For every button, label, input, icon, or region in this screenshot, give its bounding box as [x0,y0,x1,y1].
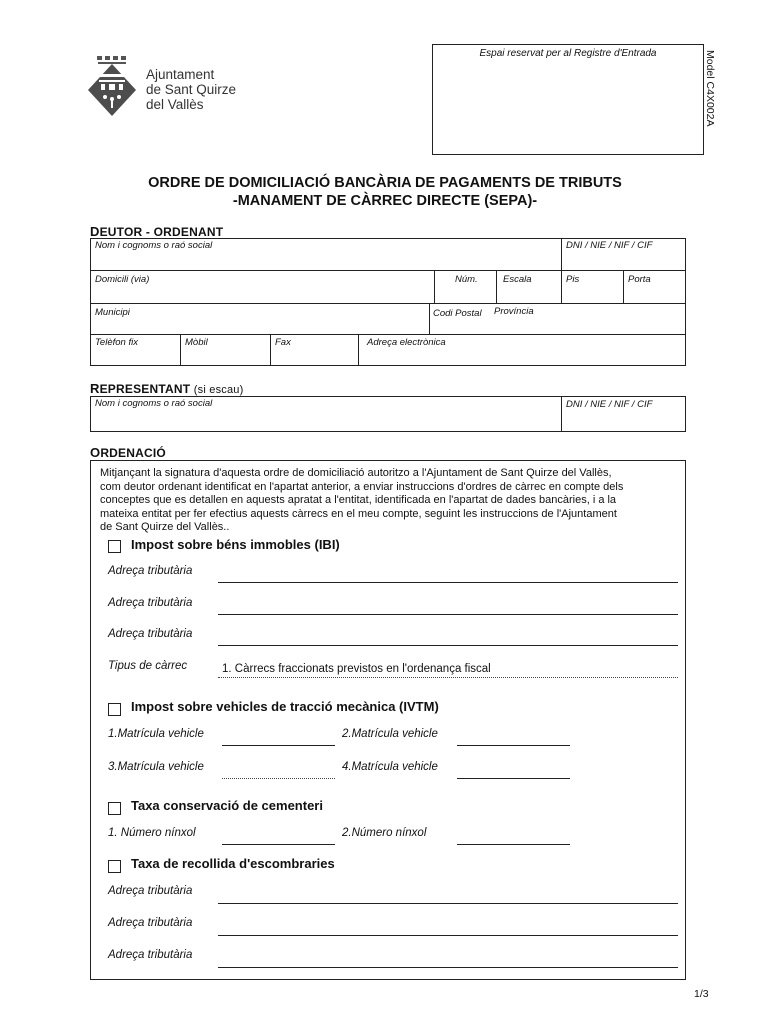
rep-dni-field[interactable] [561,397,687,431]
deutor-form [90,238,686,366]
logo-line-2: de Sant Quirze [146,82,237,97]
escombraries-address-label-2: Adreça tributària [108,917,193,929]
model-code-text: Model C4X002A [704,50,716,127]
municipi-field[interactable] [91,304,429,334]
cementeri-title: Taxa conservació de cementeri [131,798,323,813]
provincia-field[interactable] [491,304,687,334]
ordenacio-heading: ORDENACIÓ [90,445,166,460]
rep-name-label: Nom i cognoms o raó social [95,398,213,409]
ibi-title: Impost sobre béns immobles (IBI) [131,537,340,552]
ibi-tipus-value[interactable]: 1. Càrrecs fraccionats previstos en l'ordenança fiscal [222,663,491,675]
authorization-text [100,467,680,535]
telefon-field[interactable] [91,335,180,365]
telefon-label: Telèfon fix [95,337,138,348]
name-label: Nom i cognoms o raó social [95,240,213,251]
escombraries-checkbox[interactable] [108,860,121,873]
niche-input-1[interactable] [222,844,335,845]
ibi-address-input-3[interactable] [218,645,678,646]
ivtm-plate-input-1[interactable] [222,745,335,746]
authorization-line-4: mateixa entitat per fer efectius aquests càrrecs en el meu compte, seguint les instruccions de l'Ajuntament [100,507,617,520]
authorization-line-1: Mitjançant la signatura d'aquesta ordre de domiciliació autoritzo a l'Ajuntament de Sant Quirze del Vallès, [100,467,612,479]
registry-label: Espai reservat per al Registre d'Entrada [479,48,657,59]
mobil-label: Mòbil [185,337,208,348]
escombraries-address-label-3: Adreça tributària [108,949,193,961]
niche-input-2[interactable] [457,844,570,845]
ivtm-title: Impost sobre vehicles de tracció mecànica (IVTM) [131,699,439,714]
ibi-tipus-label: Tipus de càrrec [108,660,188,672]
mobil-field[interactable] [180,335,270,365]
ivtm-plate-label-3: 3.Matrícula vehicle [108,761,204,773]
niche-label-2: 2.Número nínxol [342,827,427,839]
deutor-row-municipi [91,303,685,334]
ibi-address-label-2: Adreça tributària [108,597,193,609]
codi-postal-field[interactable] [429,304,491,334]
ibi-address-label-3: Adreça tributària [108,628,193,640]
cementeri-checkbox[interactable] [108,802,121,815]
codi-postal-label: Codi Postal [433,308,482,319]
ibi-address-input-1[interactable] [218,582,678,583]
rep-name-field[interactable] [91,397,561,431]
logo-wordmark [146,67,236,112]
authorization-line-3: conceptes que es detallen en aquests apratat a l'entitat, identificada en l'apartat de dades bancàries, i a la [100,494,617,506]
escombraries-address-input-1[interactable] [218,903,678,904]
porta-label: Porta [628,274,651,285]
pis-label: Pis [566,274,580,285]
ibi-address-label-1: Adreça tributària [108,565,193,577]
ibi-tipus-underline [218,677,678,678]
rep-dni-label: DNI / NIE / NIF / CIF [566,399,653,410]
escombraries-address-input-3[interactable] [218,967,678,968]
ivtm-plate-input-4[interactable] [457,778,570,779]
page-number: 1/3 [694,988,709,1000]
ivtm-checkbox[interactable] [108,703,121,716]
ivtm-plate-input-3[interactable] [222,778,335,779]
provincia-label: Província [494,306,534,317]
porta-field[interactable] [623,271,687,303]
deutor-row-contact [91,334,685,365]
registry-stamp-box [432,44,704,155]
name-field[interactable] [91,239,561,270]
document-title-line-2: -MANAMENT DE CÀRREC DIRECTE (SEPA)- [232,193,538,209]
domicili-label: Domicili (via) [95,274,150,285]
dni-field[interactable] [561,239,687,270]
escombraries-title: Taxa de recollida d'escombraries [131,856,335,871]
representant-heading: REPRESENTANT (si escau) [90,381,244,396]
ibi-address-input-2[interactable] [218,614,678,615]
dni-label: DNI / NIE / NIF / CIF [566,240,653,251]
email-field[interactable] [358,335,687,365]
escombraries-address-input-2[interactable] [218,935,678,936]
escombraries-address-label-1: Adreça tributària [108,885,193,897]
pis-field[interactable] [561,271,623,303]
deutor-row-name [91,239,685,270]
fax-label: Fax [275,337,291,348]
logo-line-1: Ajuntament [146,67,215,82]
authorization-line-5: de Sant Quirze del Vallès.. [100,521,230,533]
deutor-row-address [91,270,685,303]
ivtm-plate-label-1: 1.Matrícula vehicle [108,728,204,740]
ivtm-plate-label-4: 4.Matrícula vehicle [342,761,438,773]
num-label: Núm. [455,274,478,285]
model-code [700,50,720,150]
representant-row [91,397,685,431]
deutor-heading: DEUTOR - ORDENANT [90,224,224,239]
representant-form [90,396,686,432]
num-field[interactable] [434,271,496,303]
escala-field[interactable] [496,271,561,303]
authorization-line-2: com deutor ordenant identificat en l'apartat anterior, a enviar instruccions d'ordres de càrrec en compte dels [100,480,624,493]
ibi-checkbox[interactable] [108,540,121,553]
email-label: Adreça electrònica [367,337,446,348]
municipi-label: Municipi [95,307,130,318]
ivtm-plate-label-2: 2.Matrícula vehicle [342,728,438,740]
escala-label: Escala [503,274,532,285]
domicili-field[interactable] [91,271,434,303]
document-title-line-1: ORDRE DE DOMICILIACIÓ BANCÀRIA DE PAGAMENTS DE TRIBUTS [148,175,622,191]
fax-field[interactable] [270,335,358,365]
ivtm-plate-input-2[interactable] [457,745,570,746]
logo-line-3: del Vallès [146,97,204,112]
niche-label-1: 1. Número nínxol [108,827,196,839]
